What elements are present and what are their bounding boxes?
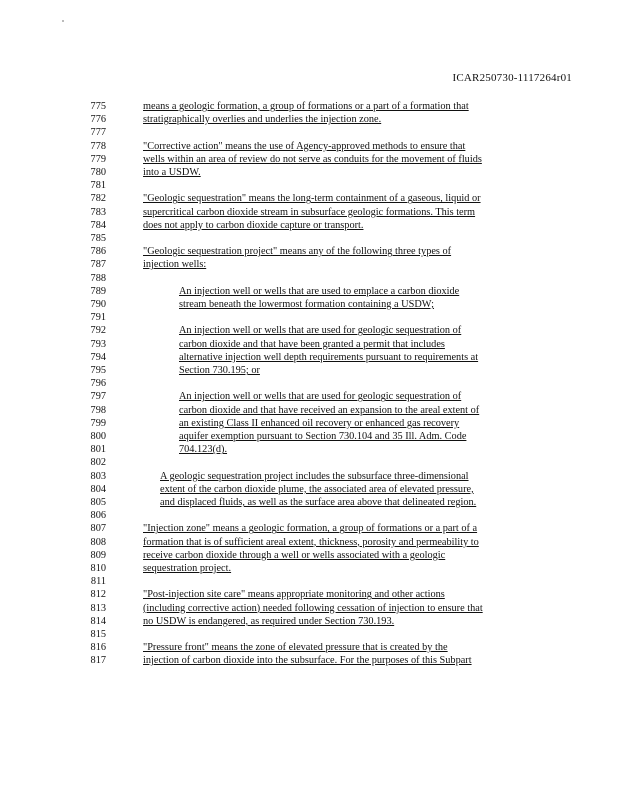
document-line — [0, 311, 618, 324]
document-line — [0, 575, 618, 588]
document-line — [0, 140, 618, 153]
line-text: injection of carbon dioxide into the subsurface. For the purposes of this Subpart — [143, 655, 472, 667]
document-line — [0, 338, 618, 351]
line-number: 817 — [90, 655, 106, 667]
line-number: 794 — [90, 351, 106, 363]
document-line — [0, 522, 618, 535]
document-line — [0, 232, 618, 245]
line-text: does not apply to carbon dioxide capture or transport. — [143, 219, 364, 231]
line-number: 806 — [90, 510, 106, 522]
line-number: 796 — [90, 378, 106, 390]
document-line — [0, 404, 618, 417]
line-number: 783 — [90, 206, 106, 218]
line-text: carbon dioxide and that have received an expansion to the areal extent of — [179, 404, 480, 416]
document-line — [0, 258, 618, 271]
document-line — [0, 179, 618, 192]
document-line — [0, 470, 618, 483]
line-text: supercritical carbon dioxide stream in subsurface geologic formations. This term — [143, 206, 476, 218]
line-number: 797 — [90, 391, 106, 403]
line-text: stratigraphically overlies and underlies the injection zone. — [143, 114, 382, 126]
line-text: into a USDW. — [143, 167, 201, 178]
line-number: 784 — [90, 219, 106, 231]
line-number: 788 — [90, 272, 106, 284]
line-text: "Geologic sequestration" means the long-term containment of a gaseous, liquid or — [143, 193, 481, 205]
line-number: 799 — [90, 417, 106, 429]
document-line — [0, 192, 618, 205]
line-text: injection wells: — [143, 259, 207, 271]
line-text: means a geologic formation, a group of formations or a part of a formation that — [143, 101, 469, 112]
document-line — [0, 100, 618, 113]
document-line — [0, 536, 618, 549]
line-number: 802 — [90, 457, 106, 469]
line-number: 790 — [90, 299, 106, 310]
line-number: 781 — [90, 180, 106, 192]
line-text: Section 730.195; or — [179, 365, 260, 376]
line-number: 775 — [90, 101, 106, 112]
line-number: 804 — [90, 483, 106, 495]
line-number: 793 — [90, 338, 106, 350]
line-number: 776 — [90, 114, 106, 126]
document-line — [0, 615, 618, 628]
line-number: 811 — [90, 576, 106, 588]
line-text: 704.123(d). — [179, 444, 228, 456]
document-line — [0, 430, 618, 443]
line-text: (including corrective action) needed following cessation of injection to ensure that — [143, 602, 483, 614]
document-line — [0, 562, 618, 575]
document-line — [0, 496, 618, 509]
line-number: 807 — [90, 523, 106, 535]
line-text: formation that is of sufficient areal extent, thickness, porosity and permeability to — [143, 536, 479, 548]
document-id: ICAR250730-1117264r01 — [452, 72, 572, 84]
line-text: "Post-injection site care" means appropriate monitoring and other actions — [143, 589, 445, 601]
line-text: extent of the carbon dioxide plume, the associated area of elevated pressure, — [160, 483, 474, 495]
line-number: 780 — [90, 167, 106, 178]
document-line — [0, 654, 618, 667]
document-line — [0, 509, 618, 522]
document-line — [0, 549, 618, 562]
line-number: 786 — [90, 246, 106, 258]
line-text: An injection well or wells that are used for geologic sequestration of — [179, 325, 462, 337]
line-text: "Geologic sequestration project" means any of the following three types of — [143, 246, 452, 258]
line-number: 805 — [90, 497, 106, 508]
document-line — [0, 285, 618, 298]
document-line — [0, 219, 618, 232]
line-number: 800 — [90, 431, 106, 442]
document-line — [0, 206, 618, 219]
line-number: 777 — [90, 127, 106, 139]
line-number: 815 — [90, 629, 106, 640]
line-text: wells within an area of review do not serve as conduits for the movement of fluids — [143, 153, 482, 165]
line-number: 803 — [90, 470, 106, 482]
line-text: an existing Class II enhanced oil recovery or enhanced gas recovery — [179, 417, 460, 429]
line-text: no USDW is endangered, as required under Section 730.193. — [143, 615, 395, 627]
document-line — [0, 324, 618, 337]
line-text: "Pressure front" means the zone of elevated pressure that is created by the — [143, 642, 448, 654]
document-line — [0, 443, 618, 456]
document-line — [0, 272, 618, 285]
line-text: An injection well or wells that are used to emplace a carbon dioxide — [179, 285, 460, 297]
line-number: 778 — [90, 140, 106, 152]
document-line — [0, 245, 618, 258]
line-number: 816 — [90, 642, 106, 654]
line-number: 779 — [90, 153, 106, 165]
line-number: 792 — [90, 325, 106, 337]
line-text: alternative injection well depth requirements pursuant to requirements at — [179, 351, 479, 363]
line-number: 782 — [90, 193, 106, 205]
line-number: 795 — [90, 365, 106, 376]
document-line — [0, 113, 618, 126]
document-line — [0, 628, 618, 641]
line-number: 814 — [90, 615, 106, 627]
document-line — [0, 166, 618, 179]
document-line — [0, 602, 618, 615]
document-line — [0, 126, 618, 139]
line-number: 789 — [90, 285, 106, 297]
line-number: 812 — [90, 589, 106, 601]
line-text: sequestration project. — [143, 563, 232, 574]
line-text: An injection well or wells that are used for geologic sequestration of — [179, 391, 462, 403]
document-line — [0, 377, 618, 390]
line-number: 808 — [90, 536, 106, 548]
line-text: "Injection zone" means a geologic formation, a group of formations or a part of a — [143, 523, 478, 535]
line-number: 787 — [90, 259, 106, 271]
line-number: 785 — [90, 233, 106, 244]
document-line — [0, 153, 618, 166]
document-line — [0, 390, 618, 403]
document-line — [0, 483, 618, 496]
line-text: A geologic sequestration project includes the subsurface three-dimensional — [160, 470, 469, 482]
document-line — [0, 456, 618, 469]
line-text: carbon dioxide and that have been granted a permit that includes — [179, 338, 445, 350]
line-text: "Corrective action" means the use of Agency-approved methods to ensure that — [143, 140, 466, 152]
line-number: 810 — [90, 563, 106, 574]
scan-mark — [62, 20, 64, 22]
document-line — [0, 351, 618, 364]
line-number: 801 — [90, 444, 106, 456]
line-number: 813 — [90, 602, 106, 614]
document-line — [0, 298, 618, 311]
line-text: and displaced fluids, as well as the surface area above that delineated region. — [160, 497, 477, 508]
document-line — [0, 641, 618, 654]
document-line — [0, 588, 618, 601]
line-text: aquifer exemption pursuant to Section 730.104 and 35 Ill. Adm. Code — [179, 431, 467, 442]
line-text: stream beneath the lowermost formation containing a USDW; — [179, 299, 434, 310]
line-text: receive carbon dioxide through a well or wells associated with a geologic — [143, 549, 446, 561]
line-number: 798 — [90, 404, 106, 416]
line-number: 791 — [90, 312, 106, 324]
document-line — [0, 417, 618, 430]
document-line — [0, 364, 618, 377]
line-number: 809 — [90, 549, 106, 561]
